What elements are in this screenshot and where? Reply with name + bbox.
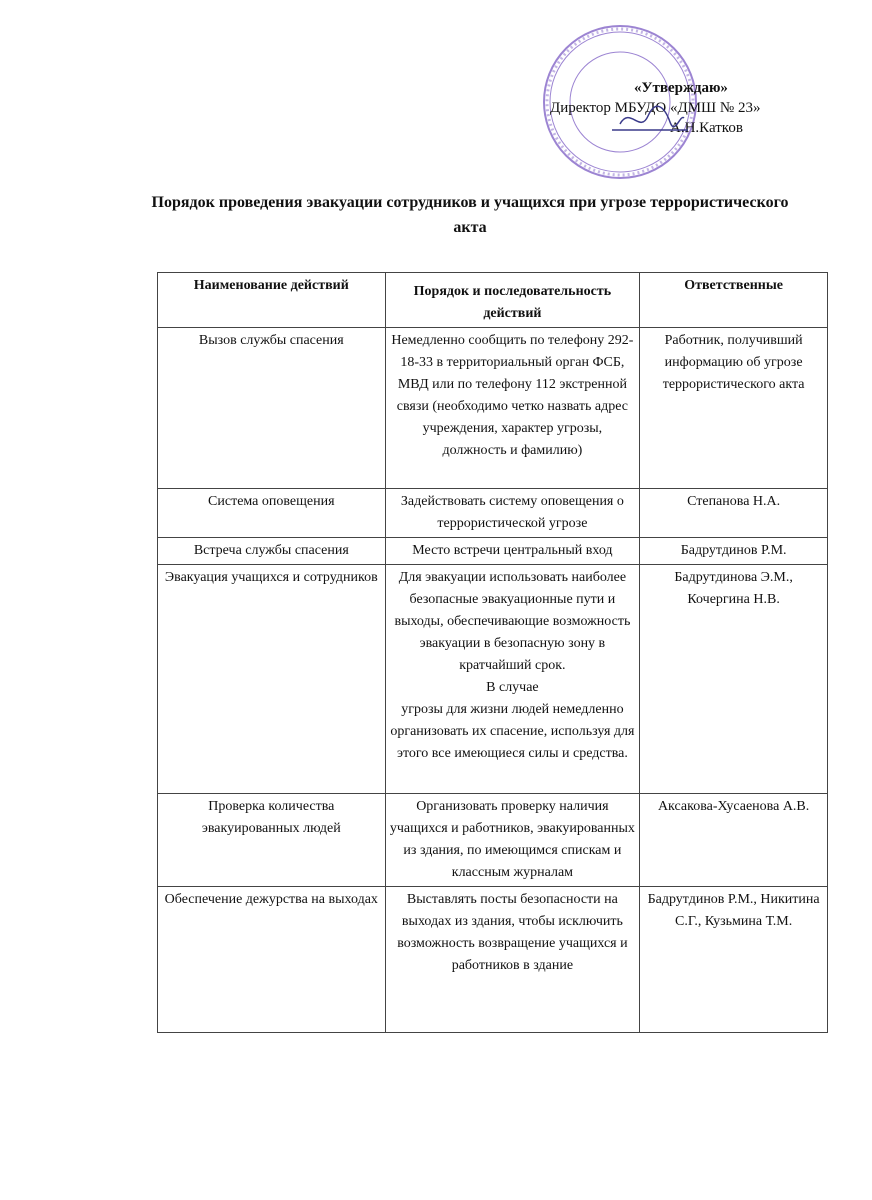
cell-order: Для эвакуации использовать наиболее безопасные эвакуационные пути и выходы, обеспечивающие возможность эвакуации в безопасную зону в кратчайший срок. В случае угрозы для жизни людей немедленно организовать их спасение, используя для этого все имеющиеся силы и средства. [385, 565, 640, 794]
cell-order: Выставлять посты безопасности на выходах из здания, чтобы исключить возможность возвращение учащихся и работников в здание [385, 887, 640, 1033]
cell-responsible: Бадрутдинов Р.М. [640, 538, 828, 565]
header-order: Порядок и последовательность действий [385, 273, 640, 328]
evacuation-table [157, 272, 828, 1033]
table-row [158, 794, 828, 887]
signature [610, 104, 690, 134]
table-row [158, 565, 828, 794]
header-responsible: Ответственные [640, 273, 828, 328]
table-header-row [158, 273, 828, 328]
cell-responsible: Бадрутдинов Р.М., Никитина С.Г., Кузьмина Т.М. [640, 887, 828, 1033]
cell-action: Эвакуация учащихся и сотрудников [158, 565, 386, 794]
table-row [158, 489, 828, 538]
cell-responsible: Аксакова-Хусаенова А.В. [640, 794, 828, 887]
approval-heading: «Утверждаю» [634, 80, 728, 96]
cell-responsible: Работник, получивший информацию об угрозе террористического акта [640, 328, 828, 489]
cell-order: Немедленно сообщить по телефону 292-18-33 в территориальный орган ФСБ, МВД или по телефону 112 экстренной связи (необходимо четко назвать адрес учреждения, характер угрозы, должность и фамилию) [385, 328, 640, 489]
cell-action: Проверка количества эвакуированных людей [158, 794, 386, 887]
approval-position: Директор МБУДО «ДМШ № 23» [550, 100, 761, 116]
cell-action: Система оповещения [158, 489, 386, 538]
cell-action: Обеспечение дежурства на выходах [158, 887, 386, 1033]
cell-order: Задействовать систему оповещения о террористической угрозе [385, 489, 640, 538]
approval-signatory: А.Н.Катков [670, 120, 743, 136]
cell-action: Вызов службы спасения [158, 328, 386, 489]
approval-block [550, 78, 840, 138]
table-row [158, 328, 828, 489]
cell-order: Место встречи центральный вход [385, 538, 640, 565]
cell-responsible: Степанова Н.А. [640, 489, 828, 538]
cell-action: Встреча службы спасения [158, 538, 386, 565]
cell-responsible: Бадрутдинова Э.М., Кочергина Н.В. [640, 565, 828, 794]
table-row [158, 887, 828, 1033]
document-title: Порядок проведения эвакуации сотрудников и учащихся при угрозе террористического акта [151, 194, 789, 236]
header-action: Наименование действий [158, 273, 386, 328]
cell-order: Организовать проверку наличия учащихся и работников, эвакуированных из здания, по имеющимся спискам и классным журналам [385, 794, 640, 887]
table-row [158, 538, 828, 565]
